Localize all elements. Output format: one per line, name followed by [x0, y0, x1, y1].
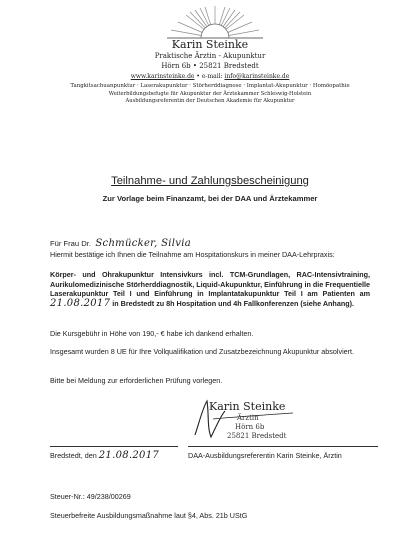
ue-paragraph: Insgesamt wurden 8 UE für Ihre Vollqualifikation und Zusatzbezeichnung Akupunktur absolviert.	[50, 347, 355, 356]
stamp-street: Hörn 6b	[235, 423, 265, 431]
recipient-label: Für Frau Dr.	[50, 239, 91, 248]
fee-paragraph: Die Kursgebühr in Höhe von 190,- € habe ich dankend erhalten.	[50, 329, 254, 338]
stamp-city: 25821 Bredstedt	[227, 432, 287, 440]
stamp-name: Karin Steinke	[209, 400, 286, 413]
separator-dot: •	[196, 73, 202, 80]
recipient-name: Schmücker, Silvia	[95, 238, 191, 249]
practice-address: Hörn 6b • 25821 Bredstedt	[161, 62, 259, 70]
document-subtitle: Zur Vorlage beim Finanzamt, bei der DAA und Ärztekammer	[102, 194, 318, 203]
services-line: Tangkitsachuanpunktur · Laserakupunktur · Störherddiagnose · Implantat-Akupunktur · Homöopathie	[70, 83, 350, 89]
contact-line	[0, 73, 420, 80]
tax-number: Steuer-Nr.: 49/238/00269	[50, 492, 131, 501]
email-prefix: e-mail:	[201, 73, 223, 80]
email-link[interactable]: info@karinsteinke.de	[224, 73, 290, 80]
stamp-role: Ärztin	[237, 414, 259, 422]
intro-paragraph: Hiermit bestätige ich Ihnen die Teilnahme am Hospitationskurs in meiner DAA-Lehrpraxis:	[50, 250, 335, 259]
website-link[interactable]: www.karinsteinke.de	[130, 73, 195, 80]
practice-profession: Praktische Ärztin - Akupunktur	[154, 52, 266, 60]
courses-paragraph	[50, 270, 370, 308]
document-title: Teilnahme- und Zahlungsbescheinigung	[111, 175, 309, 187]
academy-line: Ausbildungsreferentin der Deutschen Akademie für Akupunktur	[125, 98, 295, 104]
tax-exemption-note: Steuerbefreite Ausbildungsmaßnahme laut §4, Abs. 21b UStG	[50, 511, 248, 520]
recipient-line	[50, 233, 191, 251]
place-date-line	[50, 451, 159, 461]
practice-name: Karin Steinke	[171, 38, 249, 51]
sun-logo	[165, 4, 265, 40]
signer-signature-line	[188, 446, 378, 447]
signer-caption: DAA-Ausbildungsreferentin Karin Steinke, Ärztin	[188, 451, 342, 460]
signature-stamp	[193, 393, 313, 443]
exam-paragraph: Bitte bei Meldung zur erforderlichen Prüfung vorlegen.	[50, 376, 223, 385]
sign-date: 21.08.2017	[98, 450, 160, 461]
courses-end: in Bredstedt zu 8h Hospitation und 4h Fallkonferenzen (siehe Anhang).	[112, 298, 354, 308]
course-date: 21.08.2017	[50, 297, 111, 309]
qualification-line: Weiterbildungsbefugte für Akupunktur der Ärztekammer Schleswig-Holstein	[108, 91, 312, 97]
courses-text: Körper- und Ohrakupunktur Intensivkurs incl. TCM-Grundlagen, RAC-Intensivtraining, Aurikulomedizinische Störherddiagnostik, Liquid-Akupunktur, Einführung in die Frequentielle Laserakupunktur Teil I und Einführung in Implantatakupunktur Teil I am Patienten am	[50, 270, 370, 299]
place-label: Bredstedt, den	[50, 451, 97, 460]
date-signature-line	[50, 446, 178, 447]
